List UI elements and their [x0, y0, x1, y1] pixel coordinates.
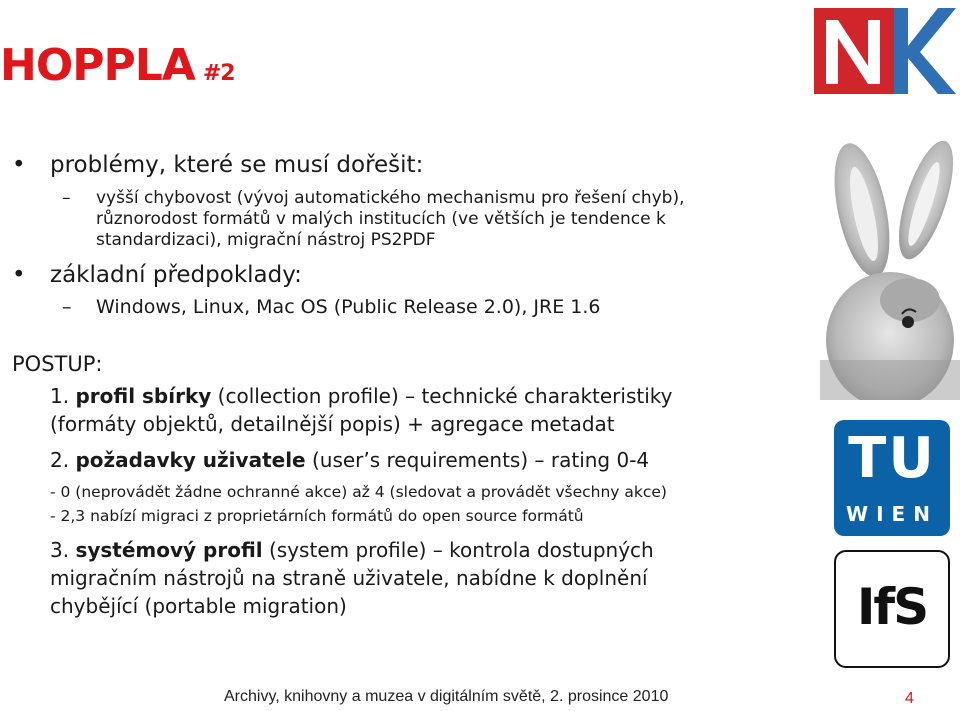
sub-line: Windows, Linux, Mac OS (Public Release 2.0), JRE 1.6 [96, 296, 601, 318]
title-number: #2 [202, 61, 235, 86]
step-text: chybějící (portable migration) [50, 594, 347, 618]
bullet-prerequisites [12, 262, 302, 288]
step-title: profil sbírky [75, 384, 212, 408]
sub-list-problems [62, 188, 796, 251]
bullet-dot-icon: • [12, 262, 26, 288]
sub-list-prerequisites [62, 296, 601, 318]
page-number: 4 [905, 690, 914, 707]
step-title: požadavky uživatele [75, 448, 306, 472]
tu-wien-logo-top: TU [848, 426, 936, 491]
step-1 [50, 382, 810, 438]
ifs-logo-text: IfS [856, 578, 928, 636]
rating-note: - 0 (neprovádět žádne ochranné akce) až 4 (sledovat a provádět všechny akce) [50, 483, 667, 501]
nk-logo [812, 6, 958, 96]
sub-line: standardizaci), migrační nástroj PS2PDF [96, 230, 436, 250]
rating-note: - 2,3 nabízí migraci z proprietárních formátů do open source formátů [50, 507, 584, 525]
dash-icon: – [62, 188, 71, 208]
tu-wien-logo-bottom: WIEN [846, 502, 938, 526]
slide-title [0, 40, 235, 91]
step-text: (formáty objektů, detailnější popis) + agregace metadat [50, 412, 615, 436]
postup-heading: POSTUP: [12, 352, 103, 376]
step-text: (collection profile) – technické charakteristiky [211, 384, 673, 408]
step-number: 1. [50, 384, 70, 408]
title-main: HOPPLA [0, 40, 195, 91]
ifs-logo [834, 550, 950, 668]
tu-wien-logo [834, 420, 950, 536]
bullet-dot-icon: • [12, 152, 26, 178]
step-number: 3. [50, 538, 70, 562]
bullet-problems [12, 152, 424, 178]
sub-line: vyšší chybovost (vývoj automatického mechanismu pro řešení chyb), [96, 188, 685, 208]
bullet-text: základní předpoklady: [50, 262, 302, 288]
step-text: (user’s requirements) – rating 0-4 [305, 448, 650, 472]
sub-line: různorodost formátů v malých institucích (ve větších je tendence k [96, 209, 666, 229]
step-number: 2. [50, 448, 70, 472]
footer-text: Archivy, knihovny a muzea v digitálním světě, 2. prosince 2010 [224, 688, 669, 705]
plush-rabbit-image [820, 140, 960, 400]
step-title: systémový profil [75, 538, 263, 562]
bullet-text: problémy, které se musí dořešit: [50, 152, 424, 178]
step-2 [50, 446, 649, 474]
step-text: (system profile) – kontrola dostupných [262, 538, 654, 562]
nk-logo-icon [812, 6, 958, 96]
step-3 [50, 536, 810, 620]
dash-icon: – [62, 296, 72, 318]
step-text: migračním nástrojů na straně uživatele, nabídne k doplnění [50, 566, 648, 590]
